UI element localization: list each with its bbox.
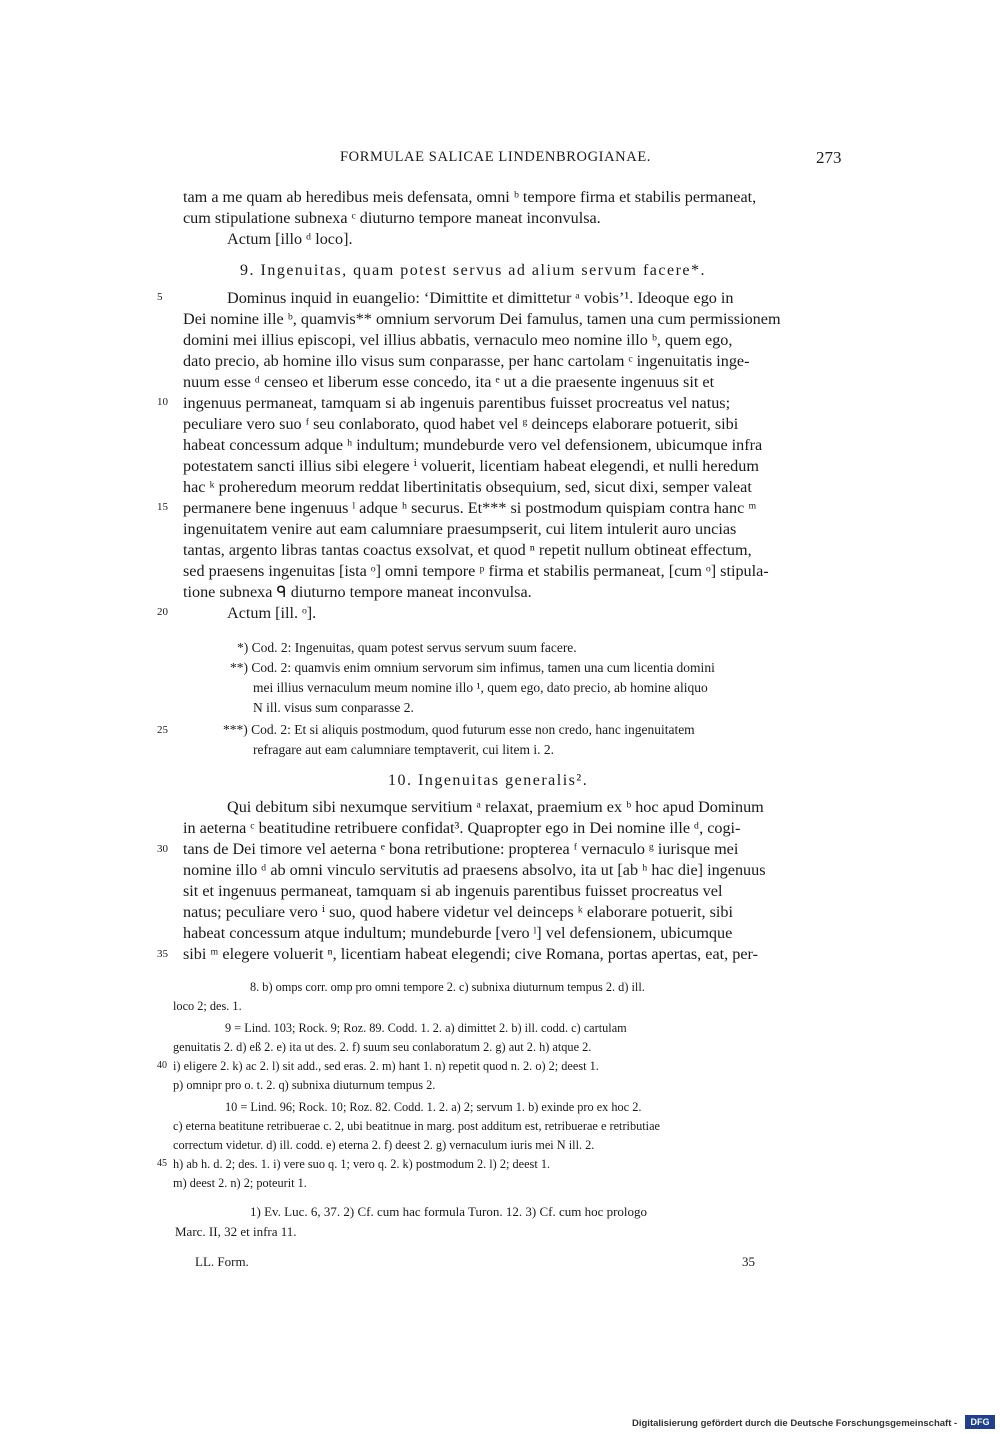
- footnote-line: **) Cod. 2: quamvis enim omnium servorum sim infimus, tamen una cum licentia domini: [230, 660, 715, 675]
- dfg-logo-icon: DFG: [965, 1415, 995, 1429]
- text-line: nomine illo ᵈ ab omni vinculo servitutis ad praesens absolvo, ita ut [ab ʰ hac die] ingenuus: [183, 861, 766, 879]
- line-number: 15: [157, 501, 168, 513]
- variant-note-line: p) omnipr pro o. t. 2. q) subnixa diuturnum tempus 2.: [173, 1078, 436, 1092]
- variant-note-line: i) eligere 2. k) ac 2. l) sit add., sed eras. 2. m) hant 1. n) repetit quod n. 2. o) 2; deest 1.: [173, 1059, 599, 1073]
- variant-note-line: 8. b) omps corr. omp pro omni tempore 2. c) subnixa diuturnum tempus 2. d) ill.: [250, 980, 645, 994]
- variant-note-line: 10 = Lind. 96; Rock. 10; Roz. 82. Codd. 1. 2. a) 2; servum 1. b) exinde pro ex hoc 2.: [225, 1100, 642, 1114]
- variant-note-line: m) deest 2. n) 2; poteurit 1.: [173, 1176, 307, 1190]
- text-line: Dominus inquid in euangelio: ‘Dimittite et dimittetur ᵃ vobis’¹. Ideoque ego in: [227, 289, 734, 307]
- line-number: 35: [157, 948, 168, 960]
- variant-note-line: correctum videtur. d) ill. codd. e) eterna 2. f) deest 2. g) vernaculum iuris mei N ill. 2.: [173, 1138, 595, 1152]
- line-number: 20: [157, 606, 168, 618]
- text-line: in aeterna ᶜ beatitudine retribuere confidat³. Quapropter ego in Dei nomine ille ᵈ, cogi-: [183, 819, 741, 837]
- text-line: natus; peculiare vero ⁱ suo, quod habere videtur vel deinceps ᵏ elaborare potuerit, sibi: [183, 903, 734, 921]
- text-line: sed praesens ingenuitas [ista ᵒ] omni tempore ᵖ firma et stabilis permaneat, [cum ᵒ] stipula-: [183, 562, 769, 580]
- variant-note-line: c) eterna beatitune retribuerae c. 2, ubi beatitnue in marg. post additum est, retribuerae e retributiae: [173, 1119, 660, 1133]
- text-line: Dei nomine ille ᵇ, quamvis** omnium servorum Dei famulus, tamen una cum permissionem: [183, 310, 781, 328]
- text-line: tam a me quam ab heredibus meis defensata, omni ᵇ tempore firma et stabilis permaneat,: [183, 188, 757, 206]
- variant-note-line: genuitatis 2. d) eß 2. e) ita ut des. 2. f) suum seu conlaboratum 2. g) aut 2. h) atque 2.: [173, 1040, 592, 1054]
- line-number: 10: [157, 396, 168, 408]
- text-line: dato precio, ab homine illo visus sum conparasse, per hanc cartolam ᶜ ingenuitatis inge-: [183, 352, 750, 370]
- line-number: 40: [157, 1060, 167, 1071]
- footnote-line: ***) Cod. 2: Et si aliquis postmodum, quod futurum esse non credo, hanc ingenuitatem: [223, 722, 695, 737]
- source-note-line: 1) Ev. Luc. 6, 37. 2) Cf. cum hac formula Turon. 12. 3) Cf. cum hoc prologo: [250, 1204, 648, 1219]
- variant-note-line: h) ab h. d. 2; des. 1. i) vere suo q. 1; vero q. 2. k) postmodum 2. l) 2; deest 1.: [173, 1157, 551, 1171]
- text-line: domini mei illius episcopi, vel illius abbatis, vernaculo meo nomine illo ᵇ, quem ego,: [183, 331, 733, 349]
- running-header-title: FORMULAE SALICAE LINDENBROGIANAE.: [340, 149, 651, 165]
- section-9-heading: 9. Ingenuitas, quam potest servus ad alium servum facere*.: [240, 262, 706, 279]
- variant-note-line: loco 2; des. 1.: [173, 999, 242, 1013]
- footnote-line: refragare aut eam calumniare temptaverit, cui litem i. 2.: [253, 742, 554, 757]
- text-line: sibi ᵐ elegere voluerit ⁿ, licentiam habeat elegendi; cive Romana, portas apertas, eat, per-: [183, 945, 758, 963]
- text-line: Qui debitum sibi nexumque servitium ᵃ relaxat, praemium ex ᵇ hoc apud Dominum: [227, 798, 764, 816]
- text-line: tione subnexa ᑫ diuturno tempore maneat inconvulsa.: [183, 583, 532, 601]
- text-line: hac ᵏ proheredum meorum reddat libertinitatis obsequium, sed, sicut dixi, semper valeat: [183, 478, 752, 496]
- footnote-line: N ill. visus sum conparasse 2.: [253, 700, 414, 715]
- page-number: 273: [816, 148, 842, 167]
- variant-note-line: 9 = Lind. 103; Rock. 9; Roz. 89. Codd. 1. 2. a) dimittet 2. b) ill. codd. c) cartulam: [225, 1021, 627, 1035]
- section-10-heading: 10. Ingenuitas generalis².: [388, 772, 589, 789]
- footnote-line: *) Cod. 2: Ingenuitas, quam potest servus servum suum facere.: [237, 640, 577, 655]
- text-line: tans de Dei timore vel aeterna ᵉ bona retributione: propterea ᶠ vernaculo ᵍ iurisque mei: [183, 840, 739, 858]
- line-number: 25: [157, 724, 168, 736]
- text-line: sit et ingenuus permaneat, tamquam si ab ingenuis parentibus fuisset procreatus vel: [183, 882, 723, 900]
- source-note-line: Marc. II, 32 et infra 11.: [175, 1224, 297, 1239]
- text-line: potestatem sancti illius sibi elegere ⁱ voluerit, licentiam habeat elegendi, et nulli heredum: [183, 457, 759, 475]
- text-line: tantas, argento libras tantas coactus exsolvat, et quod ⁿ repetit nullum obtineat effectum,: [183, 541, 752, 559]
- line-number: 45: [157, 1158, 167, 1169]
- text-line: permanere bene ingenuus ˡ adque ʰ securus. Et*** si postmodum quispiam contra hanc ᵐ: [183, 499, 757, 517]
- text-line: cum stipulatione subnexa ᶜ diuturno tempore maneat inconvulsa.: [183, 209, 601, 227]
- text-line: peculiare vero suo ᶠ seu conlaborato, quod habet vel ᵍ deinceps elaborare potuerit, sibi: [183, 415, 739, 433]
- text-line: ingenuus permaneat, tamquam si ab ingenuis parentibus fuisset procreatus vel natus;: [183, 394, 731, 412]
- signature-mark-right: 35: [742, 1254, 755, 1269]
- text-line: habeat concessum adque ʰ indultum; mundeburde vero vel defensionem, ubicumque infra: [183, 436, 763, 454]
- signature-mark-left: LL. Form.: [195, 1254, 249, 1269]
- text-line: habeat concessum atque indultum; mundeburde [vero ˡ] vel defensionem, ubicumque: [183, 924, 733, 942]
- text-line: ingenuitatem venire aut eam calumniare praesumpserit, cui litem intulerit auro uncias: [183, 520, 737, 538]
- footnote-line: mei illius vernaculum meum nomine illo ¹, quem ego, dato precio, ab homine aliquo: [253, 680, 708, 695]
- line-number: 5: [157, 291, 163, 303]
- text-line: Actum [ill. ᵒ].: [227, 604, 317, 622]
- text-line: Actum [illo ᵈ loco].: [227, 230, 353, 248]
- digitization-credit: Digitalisierung gefördert durch die Deutsche Forschungsgemeinschaft -: [632, 1418, 958, 1429]
- line-number: 30: [157, 843, 168, 855]
- text-line: nuum esse ᵈ censeo et liberum esse concedo, ita ᵉ ut a die praesente ingenuus sit et: [183, 373, 715, 391]
